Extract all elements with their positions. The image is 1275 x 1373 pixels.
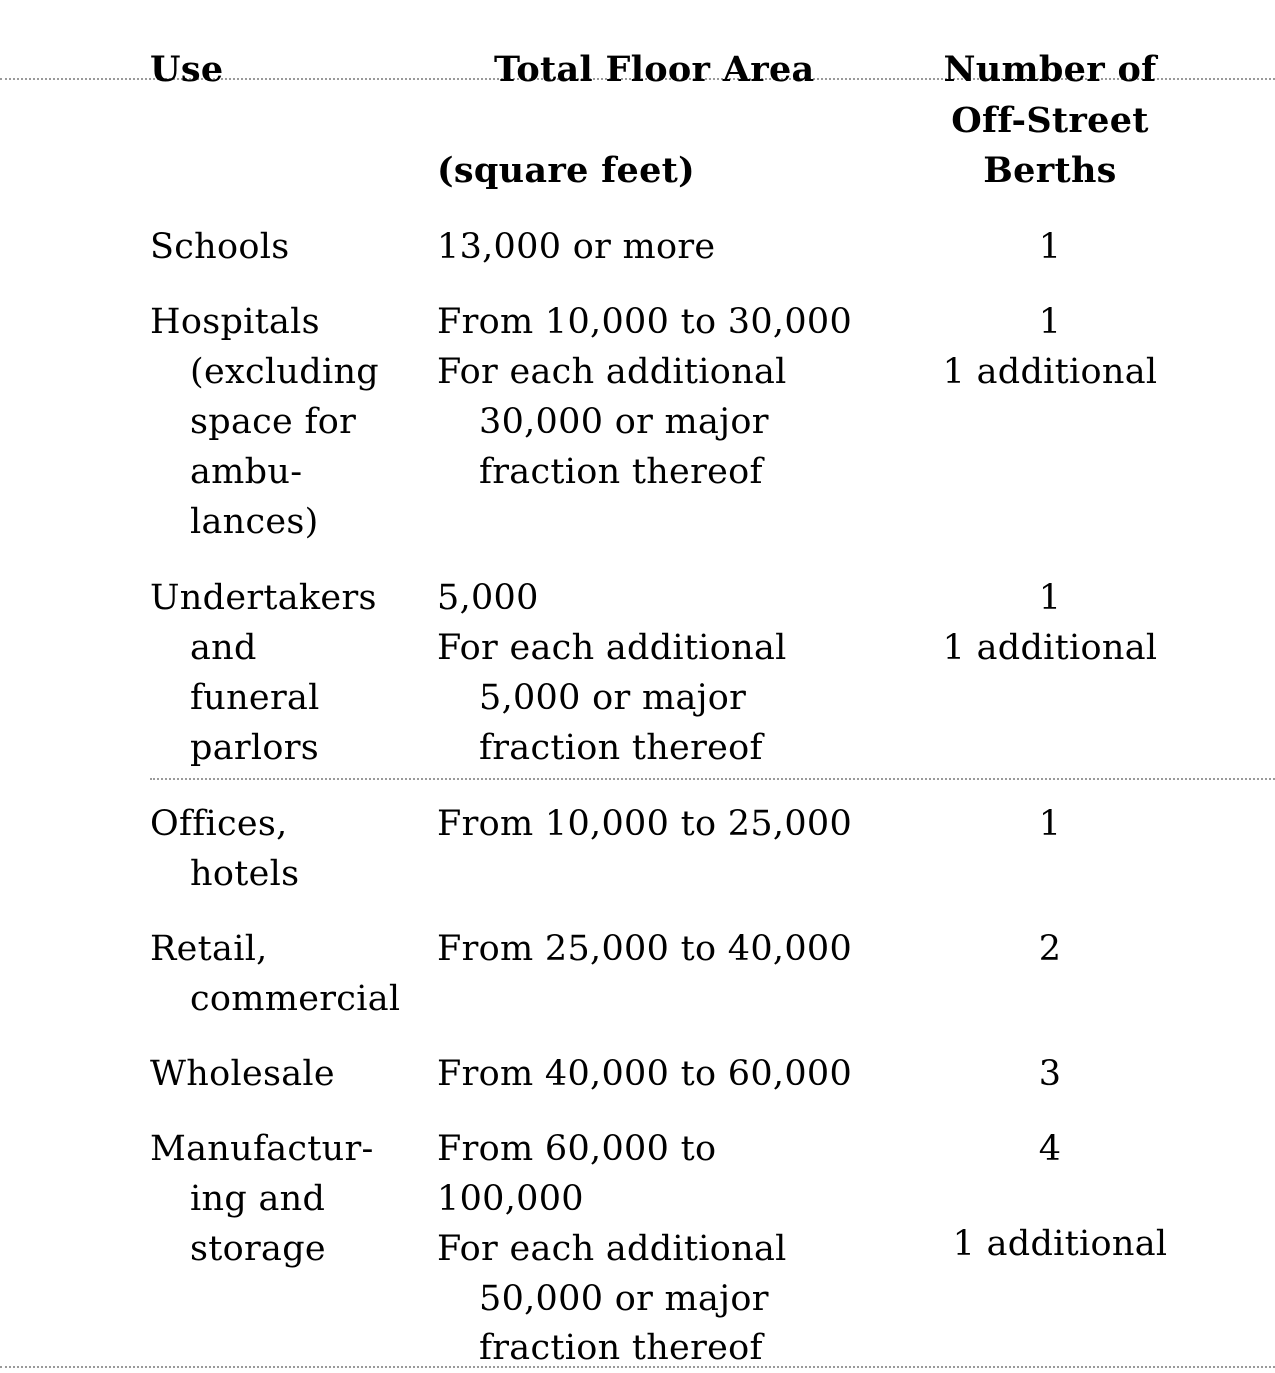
berths-cell: 1 additional [942, 628, 1158, 668]
area-cell: 50,000 or major [479, 1279, 769, 1319]
use-cell: space for [190, 402, 357, 442]
header-total-floor-area: Total Floor Area [494, 49, 815, 90]
berths-cell: 1 [1038, 227, 1062, 267]
use-cell: and [190, 628, 257, 668]
header-square-feet: (square feet) [437, 150, 695, 191]
berths-cell: 1 additional [942, 352, 1158, 392]
berths-cell: 4 [1038, 1129, 1062, 1169]
use-cell: Schools [150, 227, 290, 267]
area-cell: 13,000 or more [437, 227, 716, 267]
header-berths-line3: Berths [983, 150, 1117, 191]
area-cell: 100,000 [437, 1179, 584, 1219]
area-cell: fraction thereof [479, 1328, 763, 1368]
use-cell: commercial [190, 979, 401, 1019]
use-cell: Retail, [150, 929, 268, 969]
berths-cell: 2 [1038, 929, 1062, 969]
area-cell: From 10,000 to 30,000 [437, 302, 853, 342]
berths-cell: 1 [1038, 302, 1062, 342]
use-cell: (excluding [190, 352, 379, 392]
area-cell: From 25,000 to 40,000 [437, 929, 853, 969]
area-cell: From 10,000 to 25,000 [437, 804, 853, 844]
use-cell: lances) [190, 502, 319, 542]
use-cell: funeral [190, 678, 320, 718]
area-cell: For each additional [437, 628, 787, 668]
use-cell: parlors [190, 728, 320, 768]
use-cell: ambu- [190, 452, 303, 492]
use-cell: Undertakers [150, 578, 377, 618]
berths-cell: 1 [1038, 578, 1062, 618]
use-cell: Wholesale [150, 1054, 335, 1094]
area-cell: fraction thereof [479, 728, 763, 768]
scan-dotted-rule-middle [150, 778, 1275, 780]
header-berths-line2: Off-Street [951, 100, 1149, 141]
use-cell: Manufactur- [150, 1129, 374, 1169]
berths-cell: 1 [1038, 804, 1062, 844]
area-cell: From 60,000 to [437, 1129, 717, 1169]
area-cell: 5,000 [437, 578, 539, 618]
area-cell: 5,000 or major [479, 678, 747, 718]
use-cell: hotels [190, 854, 300, 894]
area-cell: For each additional [437, 352, 787, 392]
header-berths-line1: Number of [943, 49, 1157, 90]
area-cell: For each additional [437, 1229, 787, 1269]
header-use: Use [150, 49, 224, 90]
berths-cell: 3 [1038, 1054, 1062, 1094]
use-cell: Offices, [150, 804, 288, 844]
use-cell: storage [190, 1229, 326, 1269]
area-cell: 30,000 or major [479, 402, 769, 442]
berths-cell: 1 additional [952, 1224, 1168, 1264]
use-cell: ing and [190, 1179, 326, 1219]
use-cell: Hospitals [150, 302, 320, 342]
area-cell: fraction thereof [479, 452, 763, 492]
area-cell: From 40,000 to 60,000 [437, 1054, 853, 1094]
